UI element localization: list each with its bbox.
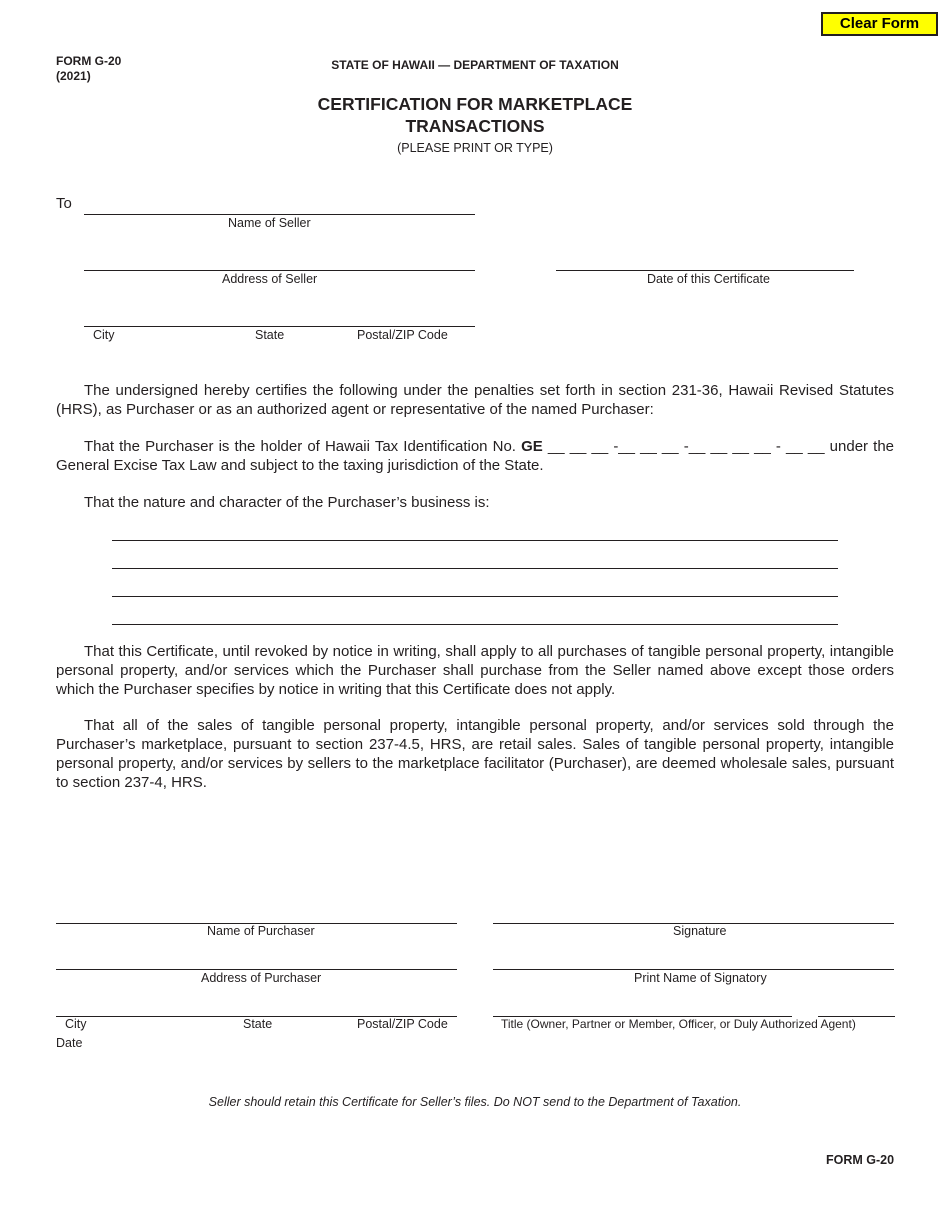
seller-address-field[interactable] — [84, 270, 475, 271]
purchaser-address-caption: Address of Purchaser — [201, 971, 322, 985]
seller-name-field[interactable] — [84, 214, 475, 215]
revocation-paragraph: That this Certificate, until revoked by notice in writing, shall apply to all purchases of tangible personal property, intangible personal property, and/or services which the Purchaser shall purchase from the Seller named above except those orders which the Purchaser specifies by notice in writing that this Certificate does not apply. — [56, 643, 894, 698]
business-nature-paragraph: That the nature and character of the Purchaser’s business is: — [84, 494, 490, 511]
tax-id-paragraph — [56, 437, 894, 475]
to-label: To — [56, 195, 72, 212]
business-nature-line-4[interactable] — [112, 624, 838, 625]
signatory-title-caption: Title (Owner, Partner or Member, Officer, or Duly Authorized Agent) — [501, 1017, 856, 1031]
purchaser-address-field[interactable] — [56, 969, 457, 970]
purchaser-zip-caption: Postal/ZIP Code — [357, 1017, 448, 1031]
seller-address-caption: Address of Seller — [222, 272, 318, 286]
form-year: (2021) — [56, 69, 91, 83]
seller-city-state-zip-field[interactable] — [84, 326, 475, 327]
purchaser-name-caption: Name of Purchaser — [207, 924, 315, 938]
business-nature-line-3[interactable] — [112, 596, 838, 597]
department-heading: STATE OF HAWAII — DEPARTMENT OF TAXATION — [331, 58, 619, 72]
signatory-print-name-caption: Print Name of Signatory — [634, 971, 767, 985]
purchaser-state-caption: State — [243, 1017, 273, 1031]
seller-name-caption: Name of Seller — [228, 216, 311, 230]
clear-form-button[interactable]: Clear Form — [821, 12, 938, 36]
title-line-1: CERTIFICATION FOR MARKETPLACE — [317, 94, 633, 114]
seller-zip-caption: Postal/ZIP Code — [357, 328, 448, 342]
signature-caption: Signature — [673, 924, 727, 938]
business-nature-line-1[interactable] — [112, 540, 838, 541]
tax-id-suffix: under the General Excise Tax Law and subject to the taxing jurisdiction of the State. — [56, 438, 895, 474]
page-subtitle: (PLEASE PRINT OR TYPE) — [397, 141, 553, 155]
seller-state-caption: State — [255, 328, 285, 342]
purchaser-city-caption: City — [65, 1017, 87, 1031]
seller-city-caption: City — [93, 328, 115, 342]
signatory-print-name-field[interactable] — [493, 969, 894, 970]
tax-id-prefix: That the Purchaser is the holder of Hawaii Tax Identification No. — [84, 438, 516, 455]
form-number: FORM G-20 — [56, 54, 122, 68]
marketplace-sales-paragraph: That all of the sales of tangible personal property, intangible personal property, and/or services sold through the Purchaser’s marketplace, pursuant to section 237-4.5, HRS, are retail sales. Sales of tangible personal property, intangible personal property, and/or services by sellers to the marketplace facilitator (Purchaser), are deemed wholesale sales, pursuant to section 237-4, HRS. — [56, 717, 894, 791]
ge-label: GE — [521, 438, 543, 455]
retention-note: Seller should retain this Certificate for Seller’s files. Do NOT send to the Department of Taxation. — [208, 1095, 742, 1109]
page-title — [0, 93, 950, 137]
certification-paragraph: The undersigned hereby certifies the following under the penalties set forth in section 231-36, Hawaii Revised Statutes (HRS), as Purchaser or as an authorized agent or representative of the named Purchaser: — [56, 382, 894, 418]
title-line-2: TRANSACTIONS — [405, 116, 545, 136]
business-nature-line-2[interactable] — [112, 568, 838, 569]
footer-form-number: FORM G-20 — [826, 1153, 895, 1167]
certificate-date-caption: Date of this Certificate — [647, 272, 770, 286]
signature-date-caption: Date — [56, 1036, 83, 1050]
certificate-date-field[interactable] — [556, 270, 854, 271]
tax-id-field[interactable]: __ __ __ -__ __ __ -__ __ __ __ - __ __ — [547, 438, 825, 455]
